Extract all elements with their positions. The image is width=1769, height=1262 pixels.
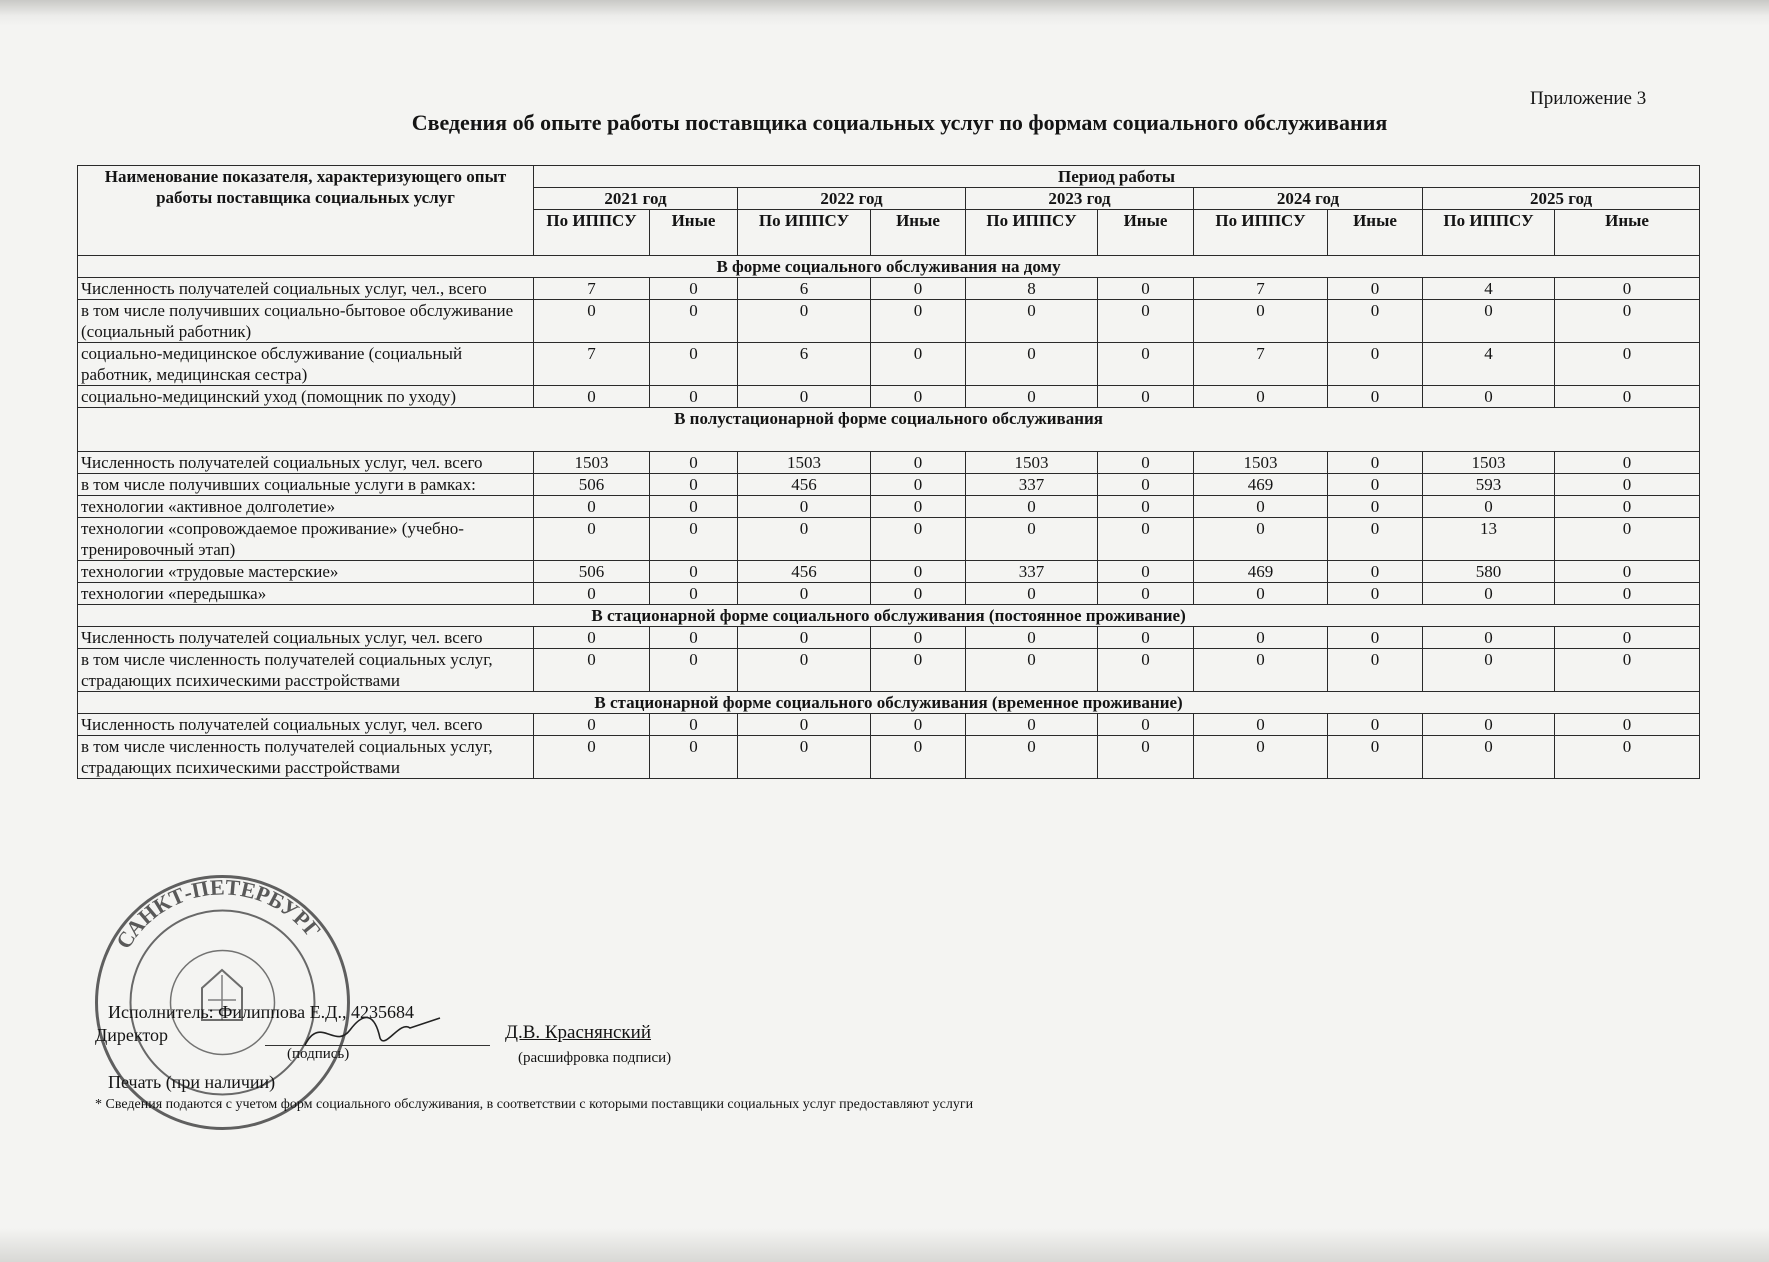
value-cell: 0 bbox=[1555, 452, 1700, 474]
table-row bbox=[78, 583, 1700, 605]
value-cell: 0 bbox=[1423, 583, 1555, 605]
value-cell: 0 bbox=[1194, 627, 1328, 649]
value-cell: 0 bbox=[871, 496, 966, 518]
value-cell: 0 bbox=[1555, 300, 1700, 343]
value-cell: 0 bbox=[1423, 496, 1555, 518]
value-cell: 0 bbox=[871, 474, 966, 496]
section-title: В полустационарной форме социального обслуживания bbox=[78, 408, 1700, 452]
value-cell: 0 bbox=[534, 627, 650, 649]
value-cell: 0 bbox=[738, 496, 871, 518]
value-cell: 0 bbox=[1328, 714, 1423, 736]
value-cell: 0 bbox=[1194, 386, 1328, 408]
value-cell: 0 bbox=[1555, 386, 1700, 408]
value-cell: 0 bbox=[1194, 583, 1328, 605]
value-cell: 0 bbox=[650, 278, 738, 300]
table-row bbox=[78, 386, 1700, 408]
subheader-ippsu: По ИППСУ bbox=[966, 210, 1098, 256]
value-cell: 0 bbox=[1423, 649, 1555, 692]
name-column-header: Наименование показателя, характеризующего опыт работы поставщика социальных услуг bbox=[78, 166, 534, 256]
appendix-label: Приложение 3 bbox=[1530, 88, 1647, 109]
year-header: 2023 год bbox=[966, 188, 1194, 210]
value-cell: 337 bbox=[966, 561, 1098, 583]
value-cell: 0 bbox=[650, 452, 738, 474]
value-cell: 0 bbox=[738, 649, 871, 692]
value-cell: 0 bbox=[966, 649, 1098, 692]
value-cell: 0 bbox=[966, 300, 1098, 343]
value-cell: 0 bbox=[871, 343, 966, 386]
value-cell: 4 bbox=[1423, 343, 1555, 386]
value-cell: 0 bbox=[1194, 518, 1328, 561]
indicator-label: технологии «трудовые мастерские» bbox=[78, 561, 534, 583]
director-name-hint: (расшифровка подписи) bbox=[518, 1050, 672, 1066]
value-cell: 1503 bbox=[534, 452, 650, 474]
table-row bbox=[78, 474, 1700, 496]
section-row bbox=[78, 256, 1700, 278]
table-row bbox=[78, 736, 1700, 779]
indicator-label: в том числе получивших социально-бытовое обслуживание (социальный работник) bbox=[78, 300, 534, 343]
value-cell: 7 bbox=[1194, 343, 1328, 386]
value-cell: 0 bbox=[650, 561, 738, 583]
value-cell: 0 bbox=[738, 300, 871, 343]
value-cell: 4 bbox=[1423, 278, 1555, 300]
indicator-label: технологии «передышка» bbox=[78, 583, 534, 605]
document-title-text: Сведения об опыте работы поставщика социальных услуг по формам социального обслуживания bbox=[411, 110, 1388, 135]
value-cell: 506 bbox=[534, 474, 650, 496]
indicator-label: Численность получателей социальных услуг, чел., всего bbox=[78, 278, 534, 300]
section-row bbox=[78, 605, 1700, 627]
indicator-label: в том числе численность получателей социальных услуг, страдающих психическими расстройствами bbox=[78, 649, 534, 692]
value-cell: 0 bbox=[966, 627, 1098, 649]
indicator-label: в том числе получивших социальные услуги в рамках: bbox=[78, 474, 534, 496]
value-cell: 0 bbox=[1328, 627, 1423, 649]
table-row bbox=[78, 278, 1700, 300]
value-cell: 0 bbox=[650, 474, 738, 496]
value-cell: 0 bbox=[1423, 386, 1555, 408]
indicator-label: Численность получателей социальных услуг, чел. всего bbox=[78, 714, 534, 736]
subheader-ippsu: По ИППСУ bbox=[738, 210, 871, 256]
value-cell: 1503 bbox=[1194, 452, 1328, 474]
signature-hint: (подпись) bbox=[287, 1046, 350, 1062]
value-cell: 1503 bbox=[1423, 452, 1555, 474]
value-cell: 0 bbox=[1194, 496, 1328, 518]
value-cell: 469 bbox=[1194, 561, 1328, 583]
value-cell: 0 bbox=[1555, 649, 1700, 692]
value-cell: 0 bbox=[1194, 714, 1328, 736]
value-cell: 0 bbox=[1194, 300, 1328, 343]
indicator-label: социально-медицинское обслуживание (социальный работник, медицинская сестра) bbox=[78, 343, 534, 386]
value-cell: 0 bbox=[1098, 561, 1194, 583]
value-cell: 7 bbox=[534, 278, 650, 300]
scan-edge-bottom bbox=[0, 1228, 1769, 1262]
value-cell: 0 bbox=[1328, 561, 1423, 583]
table-row bbox=[78, 561, 1700, 583]
value-cell: 0 bbox=[871, 561, 966, 583]
value-cell: 0 bbox=[966, 736, 1098, 779]
value-cell: 0 bbox=[871, 300, 966, 343]
table-row bbox=[78, 300, 1700, 343]
value-cell: 0 bbox=[534, 649, 650, 692]
value-cell: 0 bbox=[1098, 649, 1194, 692]
value-cell: 580 bbox=[1423, 561, 1555, 583]
value-cell: 13 bbox=[1423, 518, 1555, 561]
value-cell: 0 bbox=[1098, 583, 1194, 605]
scan-edge-top bbox=[0, 0, 1769, 26]
value-cell: 0 bbox=[966, 583, 1098, 605]
indicator-label: технологии «сопровождаемое проживание» (учебно-тренировочный этап) bbox=[78, 518, 534, 561]
value-cell: 0 bbox=[650, 300, 738, 343]
value-cell: 0 bbox=[650, 583, 738, 605]
value-cell: 0 bbox=[871, 278, 966, 300]
table-row bbox=[78, 714, 1700, 736]
value-cell: 0 bbox=[1423, 736, 1555, 779]
value-cell: 7 bbox=[1194, 278, 1328, 300]
value-cell: 0 bbox=[1098, 343, 1194, 386]
document-title bbox=[0, 110, 1769, 136]
value-cell: 0 bbox=[1328, 278, 1423, 300]
value-cell: 0 bbox=[650, 714, 738, 736]
indicator-label: в том числе численность получателей социальных услуг, страдающих психическими расстройствами bbox=[78, 736, 534, 779]
value-cell: 0 bbox=[650, 649, 738, 692]
executor-line: Исполнитель: Филиппова Е.Д., 4235684 bbox=[108, 1002, 414, 1022]
value-cell: 1503 bbox=[738, 452, 871, 474]
subheader-ippsu: По ИППСУ bbox=[534, 210, 650, 256]
value-cell: 593 bbox=[1423, 474, 1555, 496]
value-cell: 0 bbox=[534, 386, 650, 408]
subheader-other: Иные bbox=[871, 210, 966, 256]
value-cell: 0 bbox=[1098, 518, 1194, 561]
subheader-other: Иные bbox=[1328, 210, 1423, 256]
value-cell: 0 bbox=[738, 583, 871, 605]
value-cell: 0 bbox=[1555, 474, 1700, 496]
table-row bbox=[78, 343, 1700, 386]
value-cell: 0 bbox=[1098, 627, 1194, 649]
section-title: В стационарной форме социального обслуживания (временное проживание) bbox=[78, 692, 1700, 714]
value-cell: 0 bbox=[1194, 649, 1328, 692]
value-cell: 0 bbox=[1555, 736, 1700, 779]
value-cell: 0 bbox=[738, 627, 871, 649]
table-row bbox=[78, 518, 1700, 561]
value-cell: 0 bbox=[966, 518, 1098, 561]
value-cell: 0 bbox=[650, 343, 738, 386]
year-header: 2024 год bbox=[1194, 188, 1423, 210]
value-cell: 0 bbox=[1555, 278, 1700, 300]
value-cell: 0 bbox=[738, 518, 871, 561]
value-cell: 337 bbox=[966, 474, 1098, 496]
value-cell: 0 bbox=[871, 518, 966, 561]
seal-label: Печать (при наличии) bbox=[108, 1072, 276, 1092]
subheader-ippsu: По ИППСУ bbox=[1423, 210, 1555, 256]
table-row bbox=[78, 452, 1700, 474]
value-cell: 0 bbox=[966, 496, 1098, 518]
value-cell: 0 bbox=[650, 386, 738, 408]
value-cell: 0 bbox=[534, 518, 650, 561]
value-cell: 0 bbox=[1098, 278, 1194, 300]
subheader-other: Иные bbox=[1098, 210, 1194, 256]
value-cell: 0 bbox=[1555, 561, 1700, 583]
value-cell: 0 bbox=[966, 343, 1098, 386]
value-cell: 0 bbox=[871, 583, 966, 605]
section-row bbox=[78, 408, 1700, 452]
value-cell: 0 bbox=[1098, 452, 1194, 474]
value-cell: 0 bbox=[1098, 474, 1194, 496]
subheader-other: Иные bbox=[1555, 210, 1700, 256]
value-cell: 0 bbox=[1328, 474, 1423, 496]
indicator-label: Численность получателей социальных услуг, чел. всего bbox=[78, 452, 534, 474]
table-row bbox=[78, 627, 1700, 649]
value-cell: 0 bbox=[534, 496, 650, 518]
value-cell: 0 bbox=[534, 300, 650, 343]
section-title: В стационарной форме социального обслуживания (постоянное проживание) bbox=[78, 605, 1700, 627]
section-row bbox=[78, 692, 1700, 714]
value-cell: 0 bbox=[1555, 583, 1700, 605]
table-body bbox=[78, 166, 1700, 779]
value-cell: 0 bbox=[650, 518, 738, 561]
value-cell: 0 bbox=[1328, 452, 1423, 474]
value-cell: 0 bbox=[1098, 714, 1194, 736]
value-cell: 0 bbox=[1328, 736, 1423, 779]
value-cell: 0 bbox=[871, 649, 966, 692]
value-cell: 0 bbox=[871, 627, 966, 649]
value-cell: 0 bbox=[1555, 496, 1700, 518]
value-cell: 506 bbox=[534, 561, 650, 583]
section-title: В форме социального обслуживания на дому bbox=[78, 256, 1700, 278]
value-cell: 469 bbox=[1194, 474, 1328, 496]
experience-table bbox=[77, 165, 1700, 779]
value-cell: 0 bbox=[650, 627, 738, 649]
value-cell: 0 bbox=[1555, 714, 1700, 736]
indicator-label: социально-медицинский уход (помощник по уходу) bbox=[78, 386, 534, 408]
value-cell: 0 bbox=[1194, 736, 1328, 779]
value-cell: 0 bbox=[738, 386, 871, 408]
year-header: 2025 год bbox=[1423, 188, 1700, 210]
value-cell: 0 bbox=[966, 386, 1098, 408]
value-cell: 0 bbox=[534, 736, 650, 779]
value-cell: 0 bbox=[1328, 649, 1423, 692]
value-cell: 0 bbox=[1423, 627, 1555, 649]
value-cell: 6 bbox=[738, 343, 871, 386]
value-cell: 0 bbox=[650, 496, 738, 518]
value-cell: 0 bbox=[650, 736, 738, 779]
value-cell: 0 bbox=[1328, 583, 1423, 605]
value-cell: 0 bbox=[738, 714, 871, 736]
value-cell: 456 bbox=[738, 474, 871, 496]
value-cell: 0 bbox=[1098, 496, 1194, 518]
value-cell: 0 bbox=[1328, 386, 1423, 408]
value-cell: 0 bbox=[1098, 736, 1194, 779]
value-cell: 456 bbox=[738, 561, 871, 583]
indicator-label: Численность получателей социальных услуг, чел. всего bbox=[78, 627, 534, 649]
value-cell: 0 bbox=[1328, 496, 1423, 518]
value-cell: 0 bbox=[1555, 518, 1700, 561]
period-header: Период работы bbox=[534, 166, 1700, 188]
value-cell: 0 bbox=[534, 714, 650, 736]
value-cell: 0 bbox=[871, 452, 966, 474]
value-cell: 6 bbox=[738, 278, 871, 300]
subheader-ippsu: По ИППСУ bbox=[1194, 210, 1328, 256]
value-cell: 0 bbox=[1328, 343, 1423, 386]
value-cell: 1503 bbox=[966, 452, 1098, 474]
director-label: Директор bbox=[95, 1025, 169, 1045]
year-header: 2022 год bbox=[738, 188, 966, 210]
value-cell: 0 bbox=[1328, 300, 1423, 343]
subheader-other: Иные bbox=[650, 210, 738, 256]
header-row-period bbox=[78, 166, 1700, 188]
table-row bbox=[78, 649, 1700, 692]
value-cell: 0 bbox=[1555, 343, 1700, 386]
value-cell: 0 bbox=[871, 736, 966, 779]
indicator-label: технологии «активное долголетие» bbox=[78, 496, 534, 518]
value-cell: 0 bbox=[1098, 386, 1194, 408]
value-cell: 7 bbox=[534, 343, 650, 386]
director-name: Д.В. Краснянский bbox=[505, 1022, 651, 1043]
value-cell: 0 bbox=[871, 714, 966, 736]
table-row bbox=[78, 496, 1700, 518]
value-cell: 0 bbox=[1555, 627, 1700, 649]
value-cell: 0 bbox=[1098, 300, 1194, 343]
value-cell: 0 bbox=[1328, 518, 1423, 561]
seal-text: САНКТ-ПЕТЕРБУРГ bbox=[110, 874, 327, 954]
value-cell: 0 bbox=[534, 583, 650, 605]
svg-text:САНКТ-ПЕТЕРБУРГ bbox=[111, 874, 326, 953]
footnote: * Сведения подаются с учетом форм социального обслуживания, в соответствии с которыми поставщики социальных услуг предоставляют услуги bbox=[95, 1097, 974, 1112]
value-cell: 8 bbox=[966, 278, 1098, 300]
value-cell: 0 bbox=[871, 386, 966, 408]
value-cell: 0 bbox=[1423, 714, 1555, 736]
year-header: 2021 год bbox=[534, 188, 738, 210]
value-cell: 0 bbox=[738, 736, 871, 779]
value-cell: 0 bbox=[1423, 300, 1555, 343]
value-cell: 0 bbox=[966, 714, 1098, 736]
